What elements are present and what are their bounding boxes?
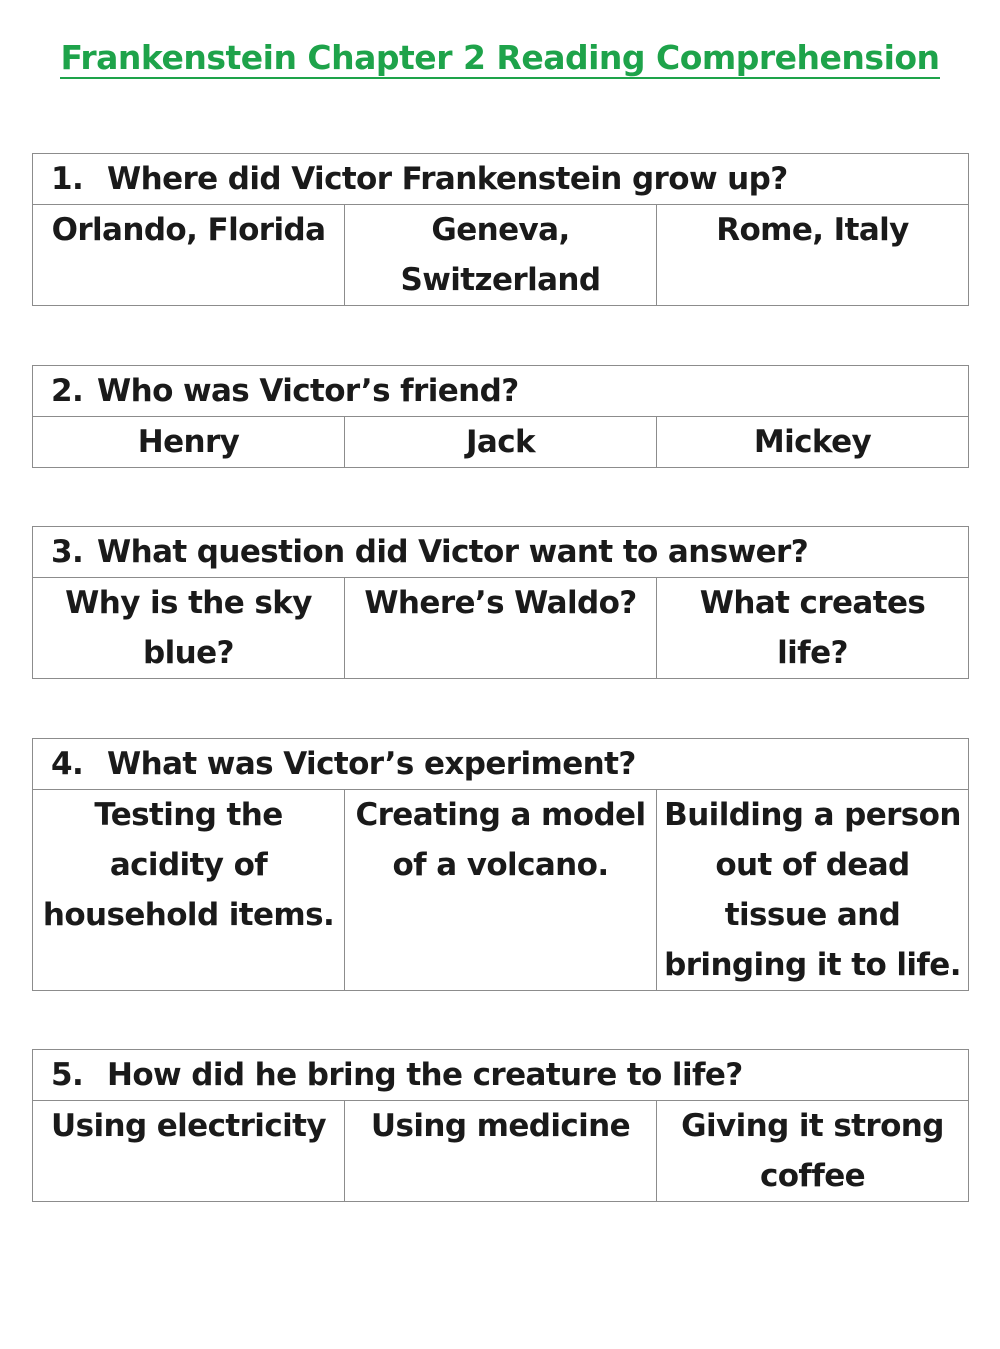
answer-option[interactable]: Building a person out of dead tissue and bringing it to life.	[657, 790, 969, 991]
answer-option[interactable]: Using medicine	[345, 1101, 657, 1202]
answer-option[interactable]: Where’s Waldo?	[345, 578, 657, 679]
question-4-table	[32, 738, 969, 991]
question-number: 3.	[51, 534, 84, 570]
question-text: How did he bring the creature to life?	[107, 1057, 743, 1093]
answer-option[interactable]: Jack	[345, 417, 657, 468]
answer-option[interactable]: Using electricity	[33, 1101, 345, 1202]
page-title-text: Frankenstein Chapter 2 Reading Comprehension	[60, 38, 940, 77]
answer-option[interactable]: Geneva, Switzerland	[345, 205, 657, 306]
question-number: 4.	[51, 746, 84, 782]
question-5	[33, 1050, 969, 1101]
question-text: Where did Victor Frankenstein grow up?	[107, 161, 788, 197]
page-title	[0, 36, 1000, 80]
answer-option[interactable]: Why is the sky blue?	[33, 578, 345, 679]
answer-option[interactable]: Mickey	[657, 417, 969, 468]
question-1-table	[32, 153, 969, 306]
answer-option[interactable]: What creates life?	[657, 578, 969, 679]
question-3	[33, 527, 969, 578]
question-1	[33, 154, 969, 205]
answer-option[interactable]: Testing the acidity of household items.	[33, 790, 345, 991]
question-3-table	[32, 526, 969, 679]
question-number: 1.	[51, 161, 84, 197]
question-text: What was Victor’s experiment?	[107, 746, 636, 782]
question-2	[33, 366, 969, 417]
question-number: 2.	[51, 373, 84, 409]
question-4	[33, 739, 969, 790]
answer-option[interactable]: Rome, Italy	[657, 205, 969, 306]
question-number: 5.	[51, 1057, 84, 1093]
question-2-table	[32, 365, 969, 468]
question-text: Who was Victor’s friend?	[97, 373, 519, 409]
question-5-table	[32, 1049, 969, 1202]
answer-option[interactable]: Giving it strong coffee	[657, 1101, 969, 1202]
question-text: What question did Victor want to answer?	[97, 534, 809, 570]
answer-option[interactable]: Henry	[33, 417, 345, 468]
answer-option[interactable]: Orlando, Florida	[33, 205, 345, 306]
answer-option[interactable]: Creating a model of a volcano.	[345, 790, 657, 991]
